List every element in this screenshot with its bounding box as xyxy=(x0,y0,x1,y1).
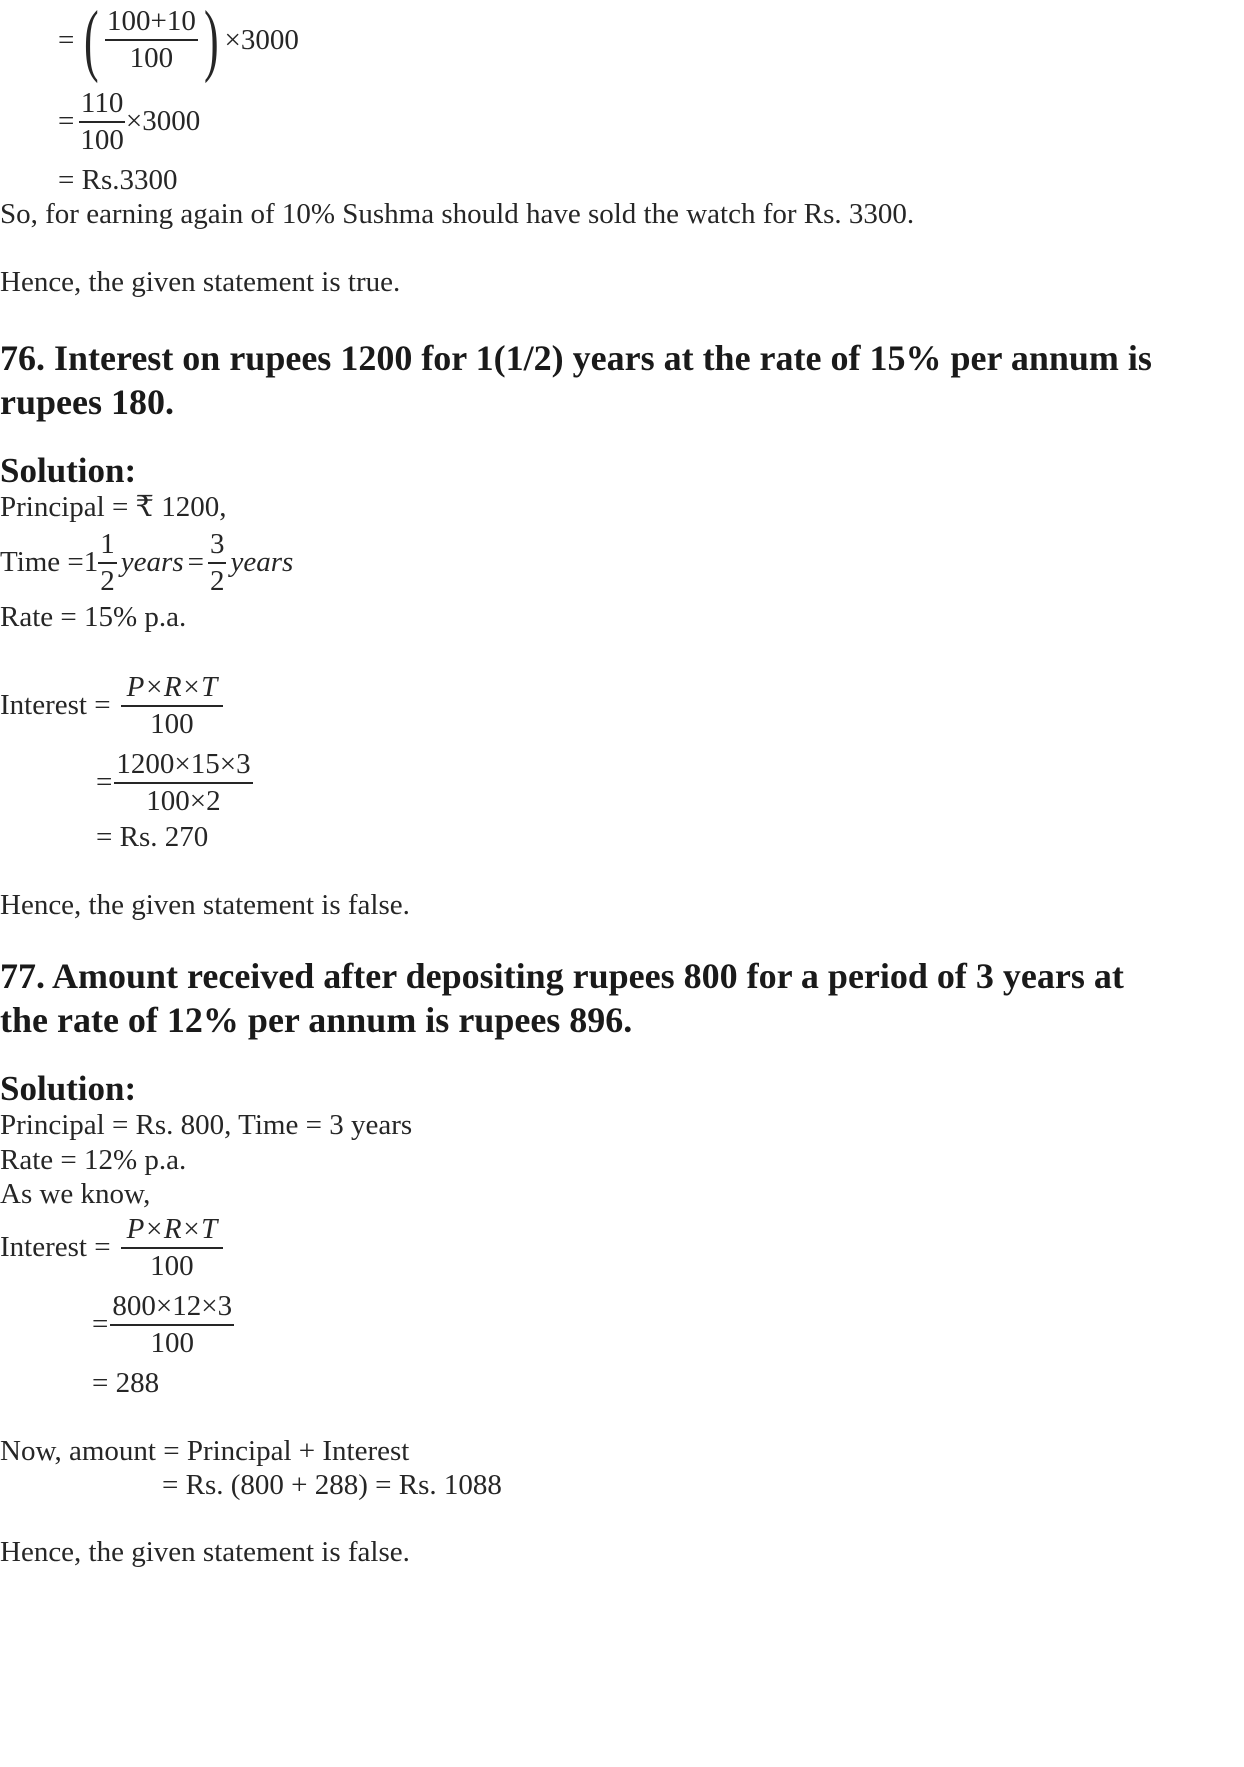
time-whole: 1 xyxy=(83,546,99,579)
time-equation xyxy=(0,527,293,599)
principal-text: Principal = ₹ 1200, xyxy=(0,491,227,523)
denominator: 100×2 xyxy=(146,784,221,817)
fraction xyxy=(78,86,126,158)
interest-result: = Rs. 270 xyxy=(96,821,209,853)
fraction xyxy=(121,1212,224,1284)
question-77-line-1: 77. Amount received after depositing rupees 800 for a period of 3 years at xyxy=(0,956,1124,996)
rate-text: Rate = 15% p.a. xyxy=(0,601,187,633)
question-77-line-2: the rate of 12% per annum is rupees 896. xyxy=(0,1000,633,1040)
interest-label: Interest = xyxy=(0,1231,111,1264)
denominator: 2 xyxy=(100,564,115,597)
equals-sign: = xyxy=(58,105,75,138)
multiplier: ×3000 xyxy=(125,105,201,138)
question-76-title xyxy=(0,336,1152,424)
multiplier: ×3000 xyxy=(224,23,299,56)
numerator: 1200×15×3 xyxy=(114,747,252,784)
interest-formula xyxy=(0,1212,223,1284)
as-we-know-text: As we know, xyxy=(0,1178,151,1210)
left-paren: ( xyxy=(84,0,100,84)
right-paren: ) xyxy=(203,0,219,84)
interest-formula xyxy=(0,670,223,742)
numerator: P×R×T xyxy=(121,1212,224,1249)
numerator: 3 xyxy=(208,527,227,564)
question-76-line-2: rupees 180. xyxy=(0,382,174,422)
equals-sign: = xyxy=(92,1308,109,1341)
amount-line-2: = Rs. (800 + 288) = Rs. 1088 xyxy=(162,1469,502,1501)
verdict-text: Hence, the given statement is false. xyxy=(0,1536,410,1568)
years-word: years xyxy=(120,546,184,579)
conclusion-text: So, for earning again of 10% Sushma should have sold the watch for Rs. 3300. xyxy=(0,198,915,230)
rate-text: Rate = 12% p.a. xyxy=(0,1144,187,1176)
interest-label: Interest = xyxy=(0,689,111,722)
verdict-text: Hence, the given statement is false. xyxy=(0,889,410,921)
interest-step-2 xyxy=(92,1289,234,1361)
fraction xyxy=(208,527,227,599)
calc-line-2 xyxy=(58,86,200,158)
principal-time-text: Principal = Rs. 800, Time = 3 years xyxy=(0,1109,413,1141)
solution-label: Solution: xyxy=(0,1069,137,1108)
fraction xyxy=(110,1289,234,1361)
denominator: 100 xyxy=(150,1249,194,1282)
amount-line-1: Now, amount = Principal + Interest xyxy=(0,1435,410,1467)
fraction xyxy=(105,4,198,76)
fraction xyxy=(98,527,117,599)
calc-result: = Rs.3300 xyxy=(58,164,178,196)
verdict-text: Hence, the given statement is true. xyxy=(0,266,401,298)
numerator: P×R×T xyxy=(121,670,224,707)
calc-line-1 xyxy=(58,0,299,84)
years-word: years xyxy=(230,546,294,579)
fraction xyxy=(114,747,252,819)
equals-sign: = xyxy=(187,546,204,579)
time-label: Time = xyxy=(0,546,84,579)
denominator: 100 xyxy=(150,707,194,740)
question-77-title xyxy=(0,954,1124,1042)
denominator: 100 xyxy=(129,42,174,74)
denominator: 100 xyxy=(80,123,124,156)
numerator: 800×12×3 xyxy=(110,1289,234,1326)
equals-sign: = xyxy=(58,23,75,56)
interest-step-2 xyxy=(96,747,253,819)
fraction xyxy=(121,670,224,742)
numerator: 110 xyxy=(79,86,125,123)
numerator: 1 xyxy=(98,527,117,564)
interest-result: = 288 xyxy=(92,1367,160,1399)
numerator: 100+10 xyxy=(105,4,198,41)
denominator: 100 xyxy=(150,1326,194,1359)
solution-label: Solution: xyxy=(0,451,137,490)
equals-sign: = xyxy=(96,766,113,799)
denominator: 2 xyxy=(209,564,225,597)
question-76-line-1: 76. Interest on rupees 1200 for 1(1/2) years at the rate of 15% per annum is xyxy=(0,338,1152,378)
